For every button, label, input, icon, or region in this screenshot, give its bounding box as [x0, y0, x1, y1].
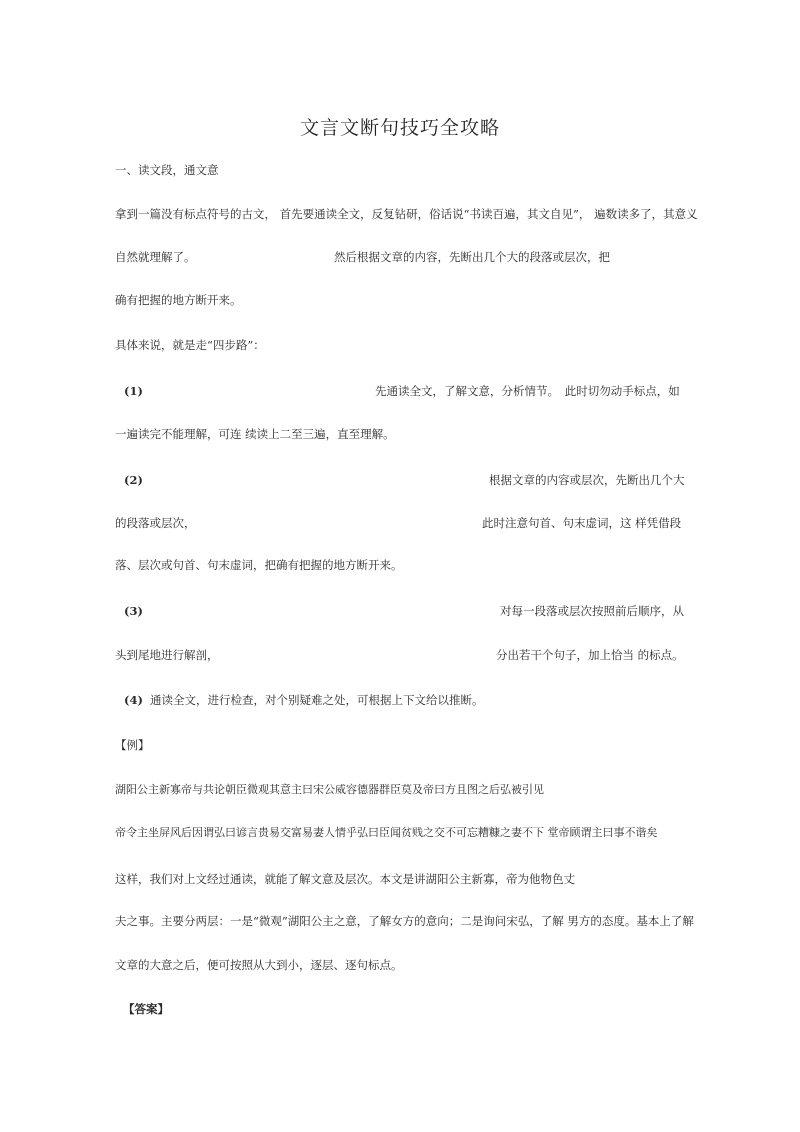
paragraph-line: 拿到一篇没有标点符号的古文， 首先要通读全文，反复钻研，俗话说“书读百遍，其文自见”， 遍数读多了，其意义	[115, 207, 698, 221]
section-heading: 一、读文段，通文意	[115, 163, 219, 177]
step-text: 头到尾地进行解剖，	[115, 648, 219, 662]
explanation-line: 夫之事。主要分两层：一是“微观”湖阳公主之意，了解女方的意向；二是询问宋弘，了解 男方的态度。基本上了解	[115, 914, 694, 928]
answer-label: 【答案】	[123, 1002, 169, 1016]
step-text: 对每一段落或层次按照前后顺序，从	[500, 604, 684, 618]
step-text: 落、层次或句首、句末虚词，把确有把握的地方断开来。	[115, 558, 403, 572]
paragraph-line: 确有把握的地方断开来。	[115, 293, 242, 307]
steps-intro: 具体来说，就是走“四步路”：	[115, 338, 265, 352]
example-text: 帝令主坐屏风后因谓弘曰谚言贵易交富易妻人情乎弘曰臣闻贫贱之交不可忘糟糠之妻不下 堂帝顾谓主曰事不谐矣	[115, 826, 658, 839]
step-text: 此时注意句首、句末虚词，这 样凭借段	[482, 516, 682, 530]
step-text: 先通读全文，了解文意，分析情节。 此时切勿动手标点，如	[375, 384, 680, 398]
step-text: 通读全文，进行检查，对个别疑难之处，可根据上下文给以推断。	[150, 693, 484, 707]
explanation-line: 这样，我们对上文经过通读，就能了解文意及层次。本文是讲湖阳公主新寡，帝为他物色丈	[115, 872, 575, 886]
step-number: (4)	[124, 693, 143, 707]
step-text: 分出若干个句子，加上恰当 的标点。	[496, 648, 684, 662]
example-label: 【例】	[115, 738, 150, 752]
paragraph-line: 自然就理解了。	[115, 250, 196, 264]
step-number: (2)	[124, 473, 143, 487]
step-number: (1)	[124, 384, 143, 398]
page-title: 文言文断句技巧全攻略	[299, 117, 500, 139]
step-text: 根据文章的内容或层次，先断出几个大	[489, 473, 685, 487]
explanation-line: 文章的大意之后，便可按照从大到小，逐层、逐句标点。	[115, 958, 403, 972]
example-text: 湖阳公主新寡帝与共论朝臣微观其意主曰宋公威容德器群臣莫及帝曰方且图之后弘被引见	[115, 783, 544, 796]
paragraph-line: 然后根据文章的内容，先断出几个大的段落或层次，把	[334, 250, 610, 264]
step-number: (3)	[124, 604, 143, 618]
step-text: 的段落或层次，	[115, 516, 196, 530]
step-text: 一遍读完不能理解，可连 续读上二至三遍，直至理解。	[115, 427, 395, 441]
